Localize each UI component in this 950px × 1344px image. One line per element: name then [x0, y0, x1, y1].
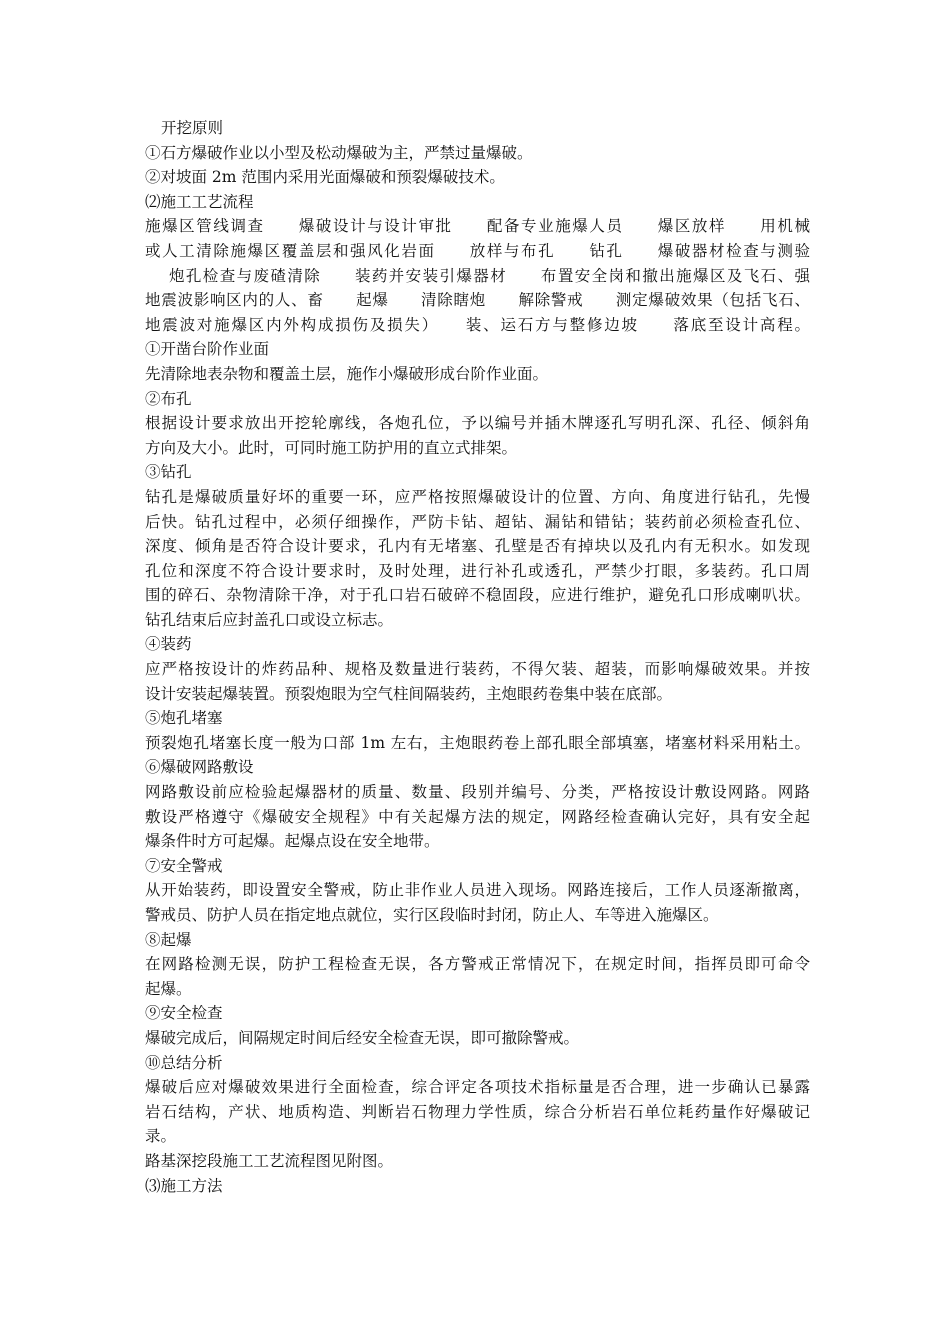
text-line: ⑧起爆 — [145, 930, 192, 949]
text-line: 后快。钻孔过程中，必须仔细操作，严防卡钻、超钻、漏钻和错钻；装药前必须检查孔位、 — [145, 512, 810, 531]
text-line: 深度、倾角是否符合设计要求，孔内有无堵塞、孔壁是否有掉块以及孔内有无积水。如发现 — [145, 537, 810, 556]
text-line: ①开凿台阶作业面 — [145, 340, 270, 359]
document-body — [145, 116, 810, 1198]
text-line: ②对坡面 2m 范围内采用光面爆破和预裂爆破技术。 — [145, 168, 505, 187]
text-line: 钻孔结束后应封盖孔口或设立标志。 — [145, 610, 394, 629]
text-line: 预裂炮孔堵塞长度一般为口部 1m 左右，主炮眼药卷上部孔眼全部填塞，堵塞材料采用粘土。 — [145, 733, 810, 752]
text-line: 爆破完成后，间隔规定时间后经安全检查无误，即可撤除警戒。 — [145, 1028, 580, 1047]
text-line: 设计安装起爆装置。预裂炮眼为空气柱间隔装药，主炮眼药卷集中装在底部。 — [145, 684, 673, 703]
text-line: ⑦安全警戒 — [145, 856, 223, 875]
text-line: 方向及大小。此时，可同时施工防护用的直立式排架。 — [145, 438, 518, 457]
text-line: 在网路检测无误，防护工程检查无误，各方警戒正常情况下，在规定时间，指挥员即可命令 — [145, 955, 810, 974]
text-line: ①石方爆破作业以小型及松动爆破为主，严禁过量爆破。 — [145, 143, 533, 162]
text-line: 炮孔检查与废碴清除 装药并安装引爆器材 布置安全岗和撤出施爆区及飞石、强 — [169, 266, 810, 285]
text-line: 警戒员、防护人员在指定地点就位，实行区段临时封闭，防止人、车等进入施爆区。 — [145, 906, 719, 924]
text-line: 钻孔是爆破质量好坏的重要一环，应严格按照爆破设计的位置、方向、角度进行钻孔，先慢 — [145, 487, 810, 506]
text-line: 施爆区管线调查 爆破设计与设计审批 配备专业施爆人员 爆区放样 用机械 — [145, 217, 810, 236]
text-line: 网路敷设前应检验起爆器材的质量、数量、段别并编号、分类，严格按设计敷设网路。网路 — [145, 783, 810, 802]
text-line: 或人工清除施爆区覆盖层和强风化岩面 放样与布孔 钻孔 爆破器材检查与测验 — [145, 241, 810, 260]
text-line: 根据设计要求放出开挖轮廓线，各炮孔位，予以编号并插木牌逐孔写明孔深、孔径、倾斜角 — [145, 414, 810, 433]
text-line: ③钻孔 — [145, 463, 192, 482]
text-line: 从开始装药，即设置安全警戒，防止非作业人员进入现场。网路连接后，工作人员逐渐撤离， — [145, 881, 810, 900]
text-line: ⑥爆破网路敷设 — [145, 758, 254, 777]
text-line: ⑩总结分析 — [145, 1053, 223, 1072]
text-line: 路基深挖段施工工艺流程图见附图。 — [145, 1151, 394, 1170]
text-line: 地震波对施爆区内外构成损伤及损失） 装、运石方与整修边坡 落底至设计高程。 — [145, 315, 810, 334]
text-line: 先清除地表杂物和覆盖土层，施作小爆破形成台阶作业面。 — [145, 364, 549, 383]
text-line: 录。 — [145, 1127, 177, 1146]
text-line: 开挖原则 — [161, 119, 224, 137]
text-line: 敷设严格遵守《爆破安全规程》中有关起爆方法的规定，网路经检查确认完好，具有安全起 — [145, 807, 810, 826]
text-line: 起爆。 — [145, 979, 192, 998]
text-line: ②布孔 — [145, 389, 192, 408]
text-line: 孔位和深度不符合设计要求时，及时处理，进行补孔或透孔，严禁少打眼，多装药。孔口周 — [145, 561, 810, 580]
text-line: ⑤炮孔堵塞 — [145, 709, 223, 728]
text-line: 爆破后应对爆破效果进行全面检查，综合评定各项技术指标量是否合理，进一步确认已暴露 — [145, 1078, 810, 1097]
text-line: 应严格按设计的炸药品种、规格及数量进行装药，不得欠装、超装，而影响爆破效果。并按 — [145, 660, 810, 679]
text-line: ⑵施工工艺流程 — [145, 192, 254, 211]
text-line: ⑶施工方法 — [145, 1176, 223, 1195]
text-line: 围的碎石、杂物清除干净，对于孔口岩石破碎不稳固段，应进行维护，避免孔口形成喇叭状。 — [145, 586, 810, 605]
text-line: 岩石结构，产状、地质构造、判断岩石物理力学性质，综合分析岩石单位耗药量作好爆破记 — [145, 1102, 810, 1121]
text-line: ④装药 — [145, 635, 192, 654]
text-line: ⑨安全检查 — [145, 1004, 223, 1023]
text-line: 爆条件时方可起爆。起爆点设在安全地带。 — [145, 832, 440, 851]
text-line: 地震波影响区内的人、畜 起爆 清除瞎炮 解除警戒 测定爆破效果（包括飞石、 — [145, 291, 810, 310]
